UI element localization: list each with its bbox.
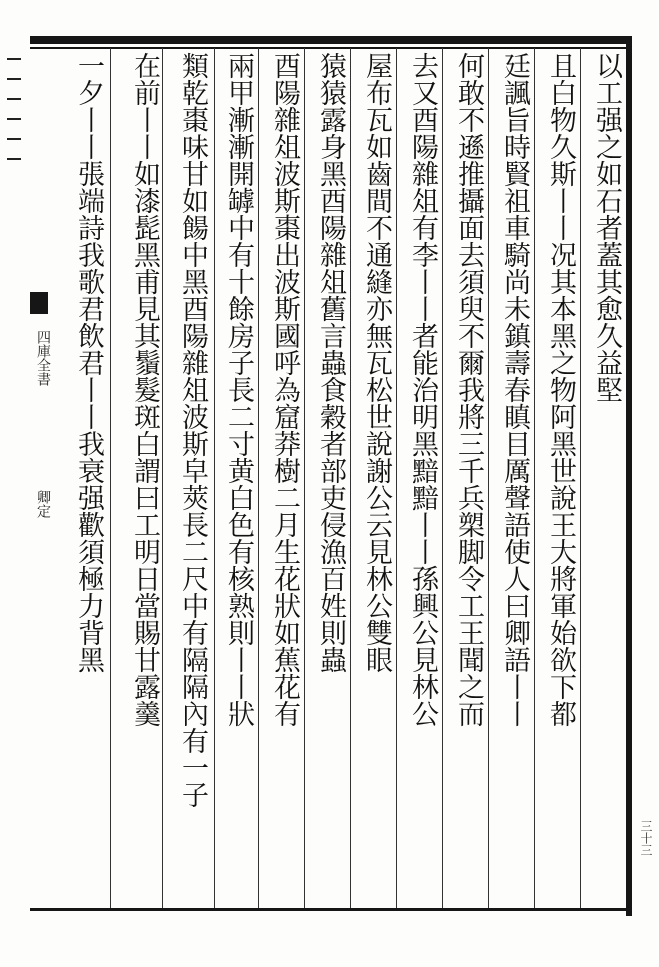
folio-number: 三十三 [639, 820, 653, 856]
margin-ornament [2, 40, 26, 290]
margin-tick [7, 98, 21, 100]
column-rule [442, 48, 443, 908]
text-column-10: 類乾棗味甘如餳中黑酉陽雜俎波斯皁莢長二尺中有隔隔內有一子 [177, 52, 208, 808]
column-rule [488, 48, 489, 908]
column-rule [304, 48, 305, 908]
column-rule [580, 48, 581, 908]
margin-tick [7, 158, 21, 160]
text-column-3: 廷諷旨時賢祖車騎尚未鎮壽春瞋目厲聲語使人曰卿語丨丨 [499, 52, 530, 727]
fishtail-marker [30, 292, 48, 314]
frame-right-border [626, 36, 632, 916]
text-column-11: 在前丨丨如漆髭黑甫見其鬚髮斑白謂曰工明日當賜甘露羹 [129, 52, 160, 727]
column-rule [396, 48, 397, 908]
frame-bottom-border [30, 908, 630, 911]
column-rule [534, 48, 535, 908]
gutter-title: 四庫全書 [35, 330, 51, 386]
text-column-4: 何敢不遜推攝面去須臾不爾我將三千兵槊脚令工王聞之而 [453, 52, 484, 727]
column-rule [110, 48, 111, 908]
text-column-8: 酉陽雜俎波斯棗出波斯國呼為窟莽樹二月生花狀如蕉花有 [269, 52, 300, 727]
text-column-5: 去又酉陽雜俎有李丨丨者能治明黑黯黯丨丨孫興公見林公 [407, 52, 438, 727]
margin-tick [7, 138, 21, 140]
frame-top-inner-border [30, 47, 630, 49]
gutter-subtitle: 卿定 [35, 490, 51, 518]
margin-tick [7, 78, 21, 80]
frame-top-border [30, 36, 630, 44]
margin-tick [7, 118, 21, 120]
text-column-2: 且白物久斯丨丨况其本黑之物阿黑世說王大將軍始欲下都 [545, 52, 576, 727]
column-rule [350, 48, 351, 908]
text-column-7: 猿猿露身黑酉陽雜俎舊言蟲食穀者部吏侵漁百姓則蟲 [315, 52, 346, 673]
margin-tick [7, 58, 21, 60]
text-column-6: 屋布瓦如齒間不通縫亦無瓦松世說謝公云見林公雙眼 [361, 52, 392, 673]
column-rule [214, 48, 215, 908]
text-column-12: 一夕丨丨張端詩我歌君飲君丨丨我衰强歡須極力背黑 [73, 52, 104, 673]
text-column-1: 以工强之如石者蓋其愈久益堅 [591, 52, 622, 403]
text-column-9: 兩甲漸漸開罅中有十餘房子長二寸黄白色有核熟則丨丨狀 [223, 52, 254, 727]
column-rule [258, 48, 259, 908]
